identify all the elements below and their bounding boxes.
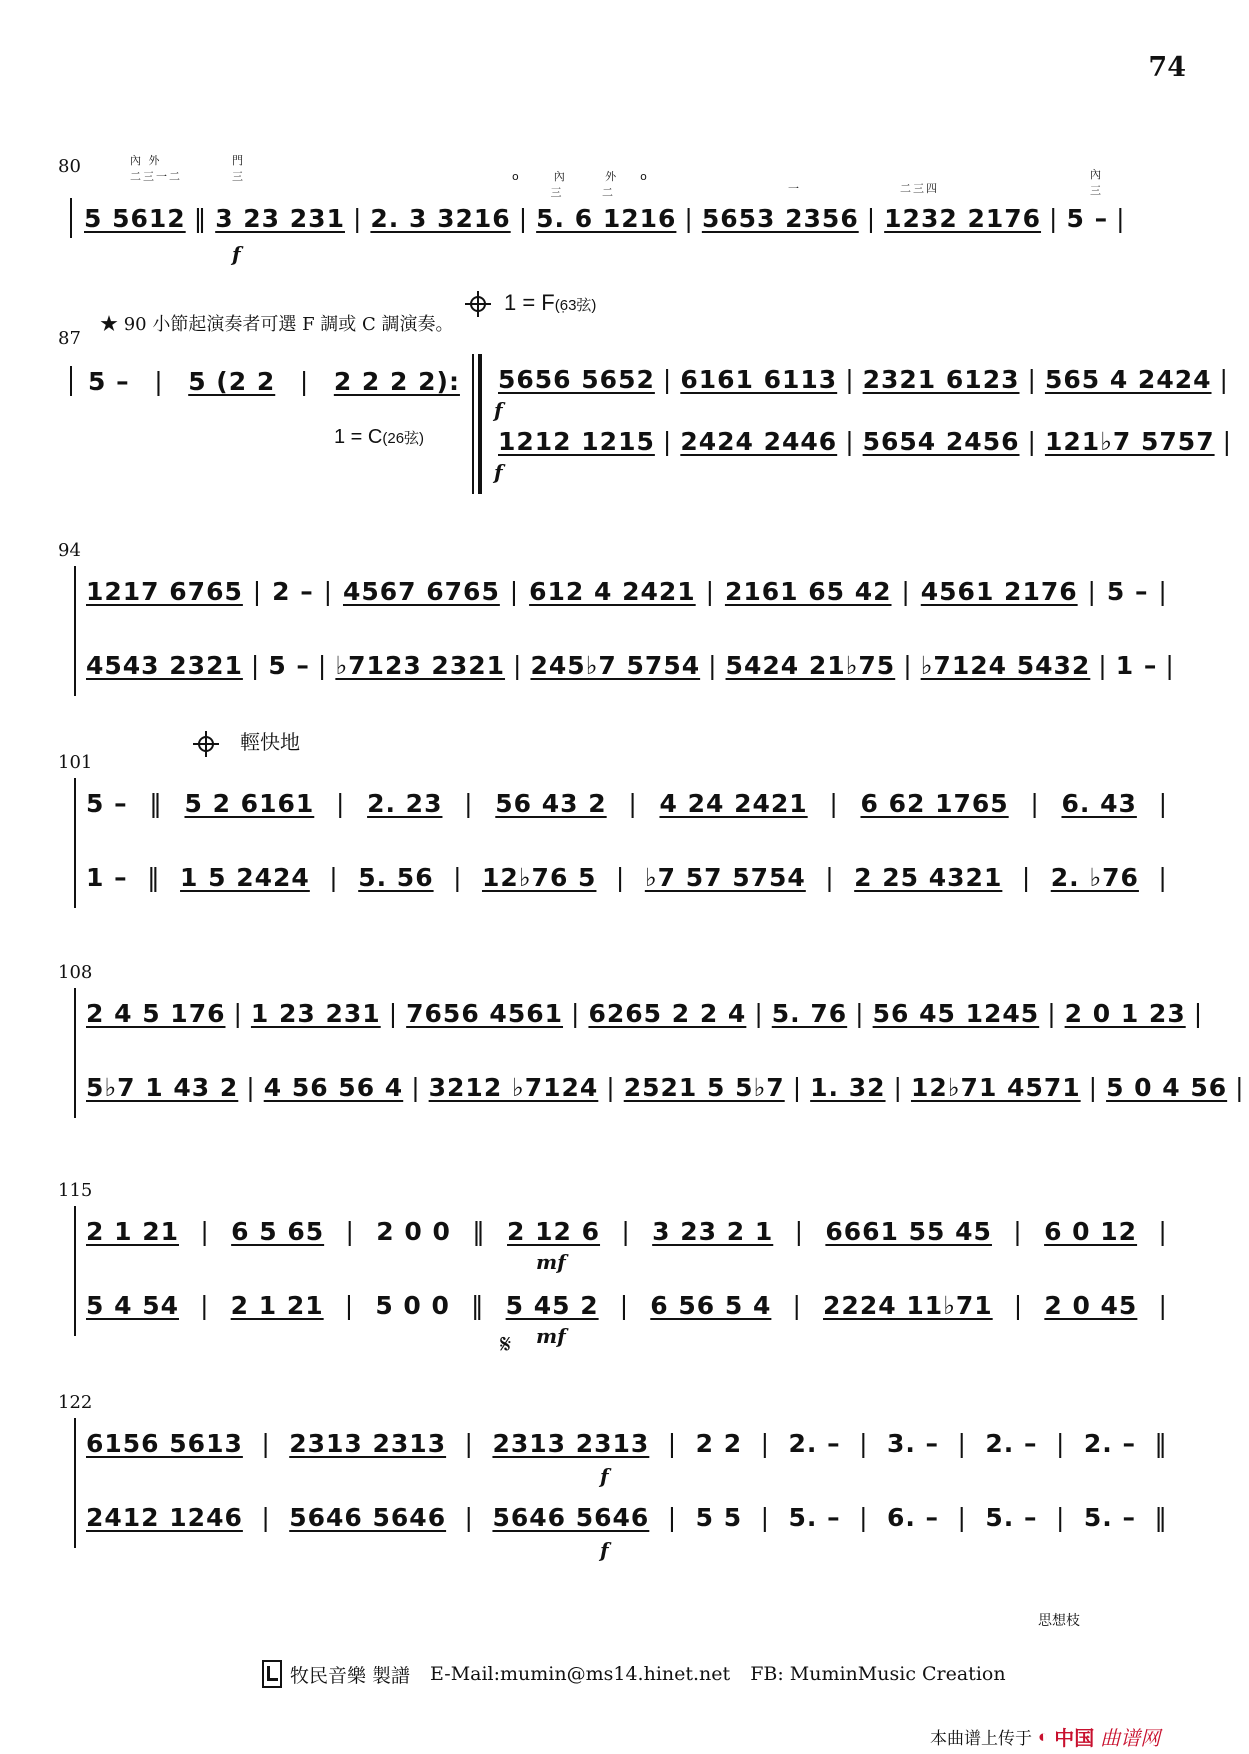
measure: 5 – [1066, 203, 1109, 233]
measure: 2 1 21 [86, 1216, 179, 1246]
measure: 121♭7 5757 [1044, 426, 1215, 456]
measure: 2. – [985, 1428, 1038, 1458]
dynamic-f: f [494, 398, 503, 422]
measure: 5 5 [695, 1502, 743, 1532]
measure: 12♭76 5 [481, 862, 597, 892]
key-f: 1 = F(6̣3弦) [504, 290, 597, 315]
key-c: 1 = C(26弦) [334, 426, 425, 448]
page-number: 74 [1148, 52, 1186, 83]
measure-number: 108 [58, 962, 93, 983]
fingering-row: 內 三 [1090, 168, 1103, 197]
barline [70, 366, 72, 396]
lower-line: 4543 2321 | 5 – | ♭7123 2321 | 245♭7 5754 | 5424 21♭75 | ♭7124 5432 | 1 – | [82, 648, 1172, 682]
measure: 1232 2176 [884, 203, 1042, 233]
segno-icon: 𝄋 [500, 1330, 512, 1360]
measure: 4 56 56 4 [263, 1072, 404, 1102]
measure: 5 5612 [84, 203, 186, 233]
measure: 2161 65 42 [724, 576, 892, 606]
measure: 3212 ♭7124 [428, 1072, 599, 1102]
measure: ♭7124 5432 [920, 650, 1091, 680]
measure: 5 – [86, 788, 128, 818]
dynamic-f: f [600, 1538, 609, 1562]
measure: 6 62 1765 [860, 788, 1009, 818]
measure: 56 43 2 [495, 788, 607, 818]
measure-number: 101 [58, 752, 93, 773]
measure: 5 0 4 56 [1106, 1072, 1228, 1102]
upper-line: 1217 6765 | 2 – | 4567 6765 | 612 4 2421 | 2161 65 42 | 4561 2176 | 5 – | [82, 574, 1172, 608]
measure-row: 5 5612 ‖ 3 23 231 | 2. 3 3216 | 5. 6 1216 | 5653 2356 | 1232 2176 | 5 – | [80, 200, 1060, 236]
dynamic-mf: mf [536, 1324, 566, 1348]
measure: 2 2 [695, 1428, 743, 1458]
dynamic-f: f [600, 1464, 609, 1488]
measure: 5424 21♭75 [725, 650, 896, 680]
measure: 6 5 65 [231, 1216, 325, 1246]
measure: 612 4 2421 [529, 576, 696, 606]
email-link[interactable]: E-Mail:mumin@ms14.hinet.net [430, 1663, 731, 1685]
measure: 2521 5 5♭7 [623, 1072, 785, 1102]
measure: 2313 2313 [289, 1428, 447, 1458]
measure: 5. – [1083, 1502, 1136, 1532]
measure: 5 – [268, 650, 310, 680]
lower-line: 2412 1246 | 5646 5646 | 5646 5646 | 5 5 | 5. – | 6. – | 5. – | 5. – ‖ [82, 1500, 1172, 1534]
measure: 2412 1246 [86, 1502, 243, 1532]
measure: 7656 4561 [406, 998, 564, 1028]
measure: 4543 2321 [86, 650, 243, 680]
measure: 5646 5646 [289, 1502, 447, 1532]
upper-line: 2 4 5 176 | 1 23 231 | 7656 4561 | 6265 2 2 4 | 5. 76 | 56 45 1245 | 2 0 1 23 | [82, 996, 1172, 1030]
performance-note: ★ 90 小節起演奏者可選 F 調或 C 調演奏。 [100, 314, 454, 335]
measure: 1 5 2424 [180, 862, 310, 892]
measure: 5♭7 1 43 2 [86, 1072, 239, 1102]
dynamic-f: f [232, 242, 241, 266]
double-barline [478, 354, 482, 494]
barline [74, 566, 76, 696]
site-logo-icon: ◐ [1038, 1726, 1049, 1746]
measure: 2224 11♭71 [823, 1290, 993, 1320]
measure: 4561 2176 [920, 576, 1078, 606]
barline [74, 1418, 76, 1548]
measure: 5 2 6161 [184, 788, 315, 818]
measure: 3 23 231 [215, 203, 345, 233]
lower-line: 1 – ‖ 1 5 2424 | 5. 56 | 12♭76 5 | ♭7 57 5754 | 2 25 4321 | 2. ♭76 | [82, 860, 1172, 894]
lower-line: 1212 1215 | 2424 2446 | 5654 2456 | 121♭7 5757 | [494, 424, 1174, 458]
measure: 4567 6765 [342, 576, 500, 606]
measure: 3 23 2 1 [652, 1216, 774, 1246]
measure: 5 4 54 [86, 1290, 179, 1320]
measure-number: 122 [58, 1392, 93, 1413]
measure: 2. – [788, 1428, 841, 1458]
measure: 2313 2313 [492, 1428, 650, 1458]
measure: 5. 76 [771, 998, 848, 1028]
fingering-row: 二三四 [900, 182, 939, 195]
measure: 3. – [886, 1428, 940, 1458]
barline [472, 354, 474, 494]
coda-icon [468, 294, 488, 314]
fingering-row: 門 三 [232, 154, 245, 183]
fingering-row: 內 外 二三一二 [130, 154, 182, 183]
measure: 6. – [886, 1502, 940, 1532]
measure: 1 23 231 [250, 998, 381, 1028]
measure: 1 – [1115, 650, 1158, 680]
piece-title: 思想枝 [1038, 1613, 1080, 1629]
measure: 6. 43 [1061, 788, 1137, 818]
measure: 12♭71 4571 [910, 1072, 1081, 1102]
measure: 5. – [985, 1502, 1038, 1532]
measure: 6 56 5 4 [650, 1290, 772, 1320]
measure: 5 (2 2 [188, 366, 276, 396]
barline [70, 198, 72, 238]
measure: 2 12 6 [507, 1216, 601, 1246]
upload-credit [930, 1722, 1160, 1751]
measure: 56 45 1245 [872, 998, 1040, 1028]
upper-line: 6156 5613 | 2313 2313 | 2313 2313 | 2 2 | 2. – | 3. – | 2. – | 2. – ‖ [82, 1426, 1172, 1460]
site-brand-suffix[interactable]: 曲谱网 [1100, 1728, 1161, 1750]
measure: 5654 2456 [862, 426, 1020, 456]
measure: 4 24 2421 [659, 788, 808, 818]
measure: 1 – [86, 862, 128, 892]
measure: 2. ♭76 [1050, 862, 1139, 892]
barline [74, 988, 76, 1118]
measure: 2 0 0 [376, 1216, 451, 1246]
measure: 2 1 21 [230, 1290, 324, 1320]
measure: ♭7123 2321 [335, 650, 506, 680]
measure: 2 25 4321 [854, 862, 1003, 892]
footer [262, 1660, 1006, 1688]
measure-number: 94 [58, 540, 81, 561]
measure-number: 115 [58, 1180, 93, 1201]
barline [74, 1206, 76, 1336]
single-line-measures: 5 – | 5 (2 2 | 2 2 2 2): [84, 364, 464, 398]
tempo-marking: 輕快地 [240, 730, 300, 754]
lower-line: 5 4 54 | 2 1 21 | 5 0 0 ‖ 5 45 2 | 6 56 5 4 | 2224 11♭71 | 2 0 45 | [82, 1288, 1172, 1322]
measure: 2424 2446 [680, 426, 838, 456]
measure: 5 – [88, 366, 130, 396]
upper-line: 5 – ‖ 5 2 6161 | 2. 23 | 56 43 2 | 4 24 2421 | 6 62 1765 | 6. 43 | [82, 786, 1172, 820]
measure: 5653 2356 [701, 203, 859, 233]
measure: 565 4 2424 [1044, 364, 1212, 394]
lower-line: 5♭7 1 43 2 | 4 56 56 4 | 3212 ♭7124 | 2521 5 5♭7 | 1. 32 | 12♭71 4571 | 5 0 4 56 | [82, 1070, 1172, 1104]
measure: 1212 1215 [498, 426, 655, 456]
measure: 1217 6765 [86, 576, 243, 606]
upper-line: 5656 5652 | 6161 6113 | 2321 6123 | 565 4 2424 | [494, 362, 1174, 396]
upload-text: 本曲谱上传于 [930, 1729, 1032, 1748]
measure: 245♭7 5754 [530, 650, 701, 680]
dynamic-mf: mf [536, 1250, 566, 1274]
measure: 2. 3 3216 [370, 203, 511, 233]
studio-name: 牧民音樂 製譜 [290, 1664, 411, 1687]
barline [74, 778, 76, 908]
measure: 5. 56 [358, 862, 434, 892]
measure: 5646 5646 [492, 1502, 650, 1532]
measure: 2 0 45 [1044, 1290, 1138, 1320]
measure: 2321 6123 [862, 364, 1020, 394]
measure: 2 0 1 23 [1064, 998, 1186, 1028]
measure: 5 – [1106, 576, 1149, 606]
measure: 6265 2 2 4 [588, 998, 747, 1028]
measure: 6161 6113 [680, 364, 838, 394]
studio-logo-icon [262, 1660, 282, 1688]
measure: 6661 55 45 [825, 1216, 992, 1246]
measure-number: 87 [58, 328, 81, 349]
measure: 2 2 2 2): [333, 366, 460, 396]
upper-line: 2 1 21 | 6 5 65 | 2 0 0 ‖ 2 12 6 | 3 23 2 1 | 6661 55 45 | 6 0 12 | [82, 1214, 1172, 1248]
measure-number: 80 [58, 156, 81, 177]
fingering-row: o 內 外 o 三 二 [512, 170, 649, 199]
measure: 2 4 5 176 [86, 998, 226, 1028]
coda-icon [196, 734, 216, 754]
dynamic-f: f [494, 460, 503, 484]
measure: 5. – [788, 1502, 841, 1532]
measure: 2. – [1083, 1428, 1136, 1458]
fingering-row: 一 [788, 182, 801, 195]
measure: 2. 23 [367, 788, 443, 818]
measure: ♭7 57 5754 [644, 862, 806, 892]
measure: 2 – [272, 576, 314, 606]
measure: 1. 32 [810, 1072, 886, 1102]
facebook-link[interactable]: FB: MuminMusic Creation [750, 1663, 1006, 1685]
measure: 6156 5613 [86, 1428, 243, 1458]
measure: 5 0 0 [375, 1290, 450, 1320]
site-brand[interactable]: 中国 [1054, 1728, 1095, 1750]
measure: 5 45 2 [505, 1290, 599, 1320]
measure: 6 0 12 [1044, 1216, 1138, 1246]
measure: 5. 6 1216 [536, 203, 677, 233]
measure: 5656 5652 [498, 364, 655, 394]
